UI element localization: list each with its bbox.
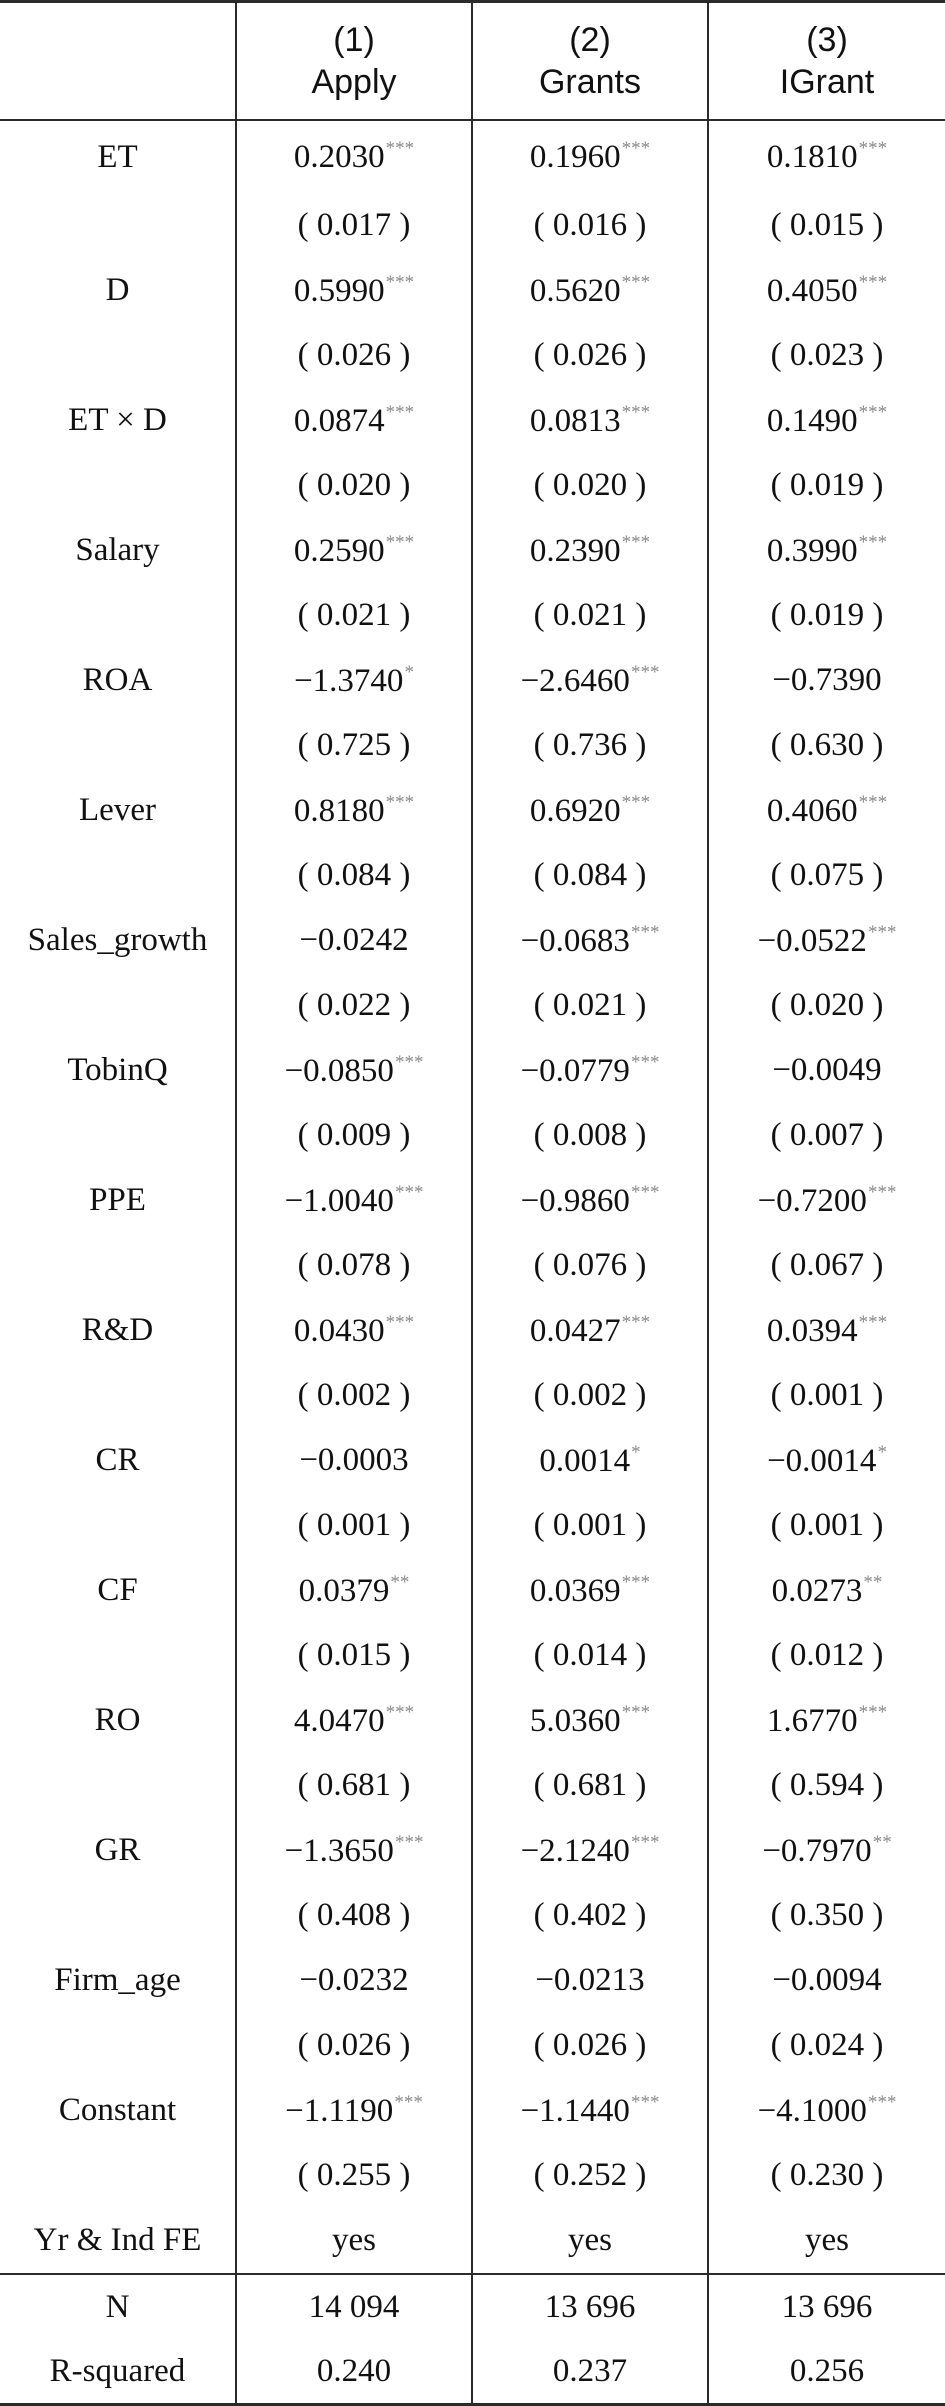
standard-error-cell: ( 0.024 ) [708, 2013, 945, 2078]
standard-error-cell: ( 0.007 ) [708, 1103, 945, 1168]
significance-stars: *** [621, 791, 651, 813]
significance-stars: *** [621, 1571, 651, 1593]
coefficient-value: −0.7200 [757, 1182, 867, 1219]
coefficient-value: 0.1490 [766, 402, 858, 439]
coefficient-value: −0.0094 [772, 1962, 882, 1998]
coefficient-cell [708, 388, 945, 453]
significance-stars: *** [630, 1831, 660, 1853]
empty-label-cell [0, 1103, 236, 1168]
standard-error-cell: ( 0.084 ) [236, 843, 472, 908]
stat-value: 13 696 [472, 2274, 708, 2339]
empty-label-cell [0, 323, 236, 388]
empty-label-cell [0, 1623, 236, 1688]
standard-error-cell: ( 0.020 ) [472, 453, 708, 518]
significance-stars: *** [385, 401, 415, 423]
coefficient-cell [708, 1688, 945, 1753]
column-header [708, 2, 945, 121]
coefficient-value: 0.0273 [771, 1572, 863, 1609]
variable-label: D [105, 272, 130, 308]
empty-label-cell [0, 843, 236, 908]
stat-value: 0.240 [236, 2339, 472, 2405]
significance-stars: *** [394, 1831, 424, 1853]
stat-value: 0.256 [708, 2339, 945, 2405]
coefficient-cell [708, 120, 945, 193]
standard-error-cell: ( 0.001 ) [708, 1363, 945, 1428]
coefficient-cell [708, 1948, 945, 2013]
standard-error-row [0, 453, 945, 518]
empty-label-cell [0, 1883, 236, 1948]
coefficient-cell [236, 1168, 472, 1233]
standard-error-row [0, 193, 945, 258]
coefficient-cell [236, 1298, 472, 1363]
significance-stars: *** [858, 138, 888, 159]
coefficient-value: −4.1000 [757, 2092, 867, 2129]
coefficient-value: −2.6460 [520, 662, 630, 699]
coefficient-cell [708, 2078, 945, 2143]
coefficient-cell [236, 1818, 472, 1883]
significance-stars: *** [621, 138, 651, 159]
standard-error-cell: ( 0.075 ) [708, 843, 945, 908]
coefficient-row [0, 1558, 945, 1623]
coefficient-value: −1.3740 [294, 662, 404, 699]
coefficient-value: 0.3990 [766, 532, 858, 569]
coefficient-value: 0.5620 [529, 272, 621, 309]
coefficient-cell [236, 778, 472, 843]
coefficient-row [0, 1168, 945, 1233]
coefficient-value: −0.0213 [535, 1962, 645, 1998]
column-name: Apply [311, 63, 397, 101]
standard-error-row [0, 2013, 945, 2078]
header-row [0, 2, 945, 121]
significance-stars: *** [630, 2091, 660, 2113]
significance-stars: *** [858, 1311, 888, 1333]
coefficient-value: −0.0522 [757, 922, 867, 959]
significance-stars: *** [385, 791, 415, 813]
coefficient-row [0, 120, 945, 193]
standard-error-row [0, 1363, 945, 1428]
coefficient-value: 0.8180 [293, 792, 385, 829]
coefficient-row [0, 1428, 945, 1493]
standard-error-cell: ( 0.230 ) [708, 2143, 945, 2208]
coefficient-cell [236, 1948, 472, 2013]
coefficient-cell [236, 518, 472, 583]
standard-error-row [0, 1493, 945, 1558]
significance-stars: ** [390, 1571, 410, 1593]
standard-error-cell: ( 0.681 ) [472, 1753, 708, 1818]
standard-error-cell: ( 0.001 ) [708, 1493, 945, 1558]
coefficient-row [0, 778, 945, 843]
coefficient-cell [708, 1038, 945, 1103]
coefficient-cell [236, 1688, 472, 1753]
coefficient-cell [708, 1298, 945, 1363]
standard-error-cell: ( 0.012 ) [708, 1623, 945, 1688]
variable-label: Lever [79, 792, 156, 828]
coefficient-value: −1.1440 [520, 2092, 630, 2129]
coefficient-value: −1.3650 [284, 1832, 394, 1869]
stat-value: 14 094 [236, 2274, 472, 2339]
coefficient-cell [708, 518, 945, 583]
variable-label: ET × D [68, 402, 167, 438]
coefficient-cell [472, 1818, 708, 1883]
standard-error-cell: ( 0.084 ) [472, 843, 708, 908]
coefficient-cell [236, 388, 472, 453]
significance-stars: *** [385, 138, 415, 159]
standard-error-row [0, 583, 945, 648]
standard-error-cell: ( 0.016 ) [472, 193, 708, 258]
significance-stars: *** [394, 1181, 424, 1203]
coefficient-value: −0.7970 [762, 1832, 872, 1869]
standard-error-cell: ( 0.020 ) [236, 453, 472, 518]
stat-value: 0.237 [472, 2339, 708, 2405]
fixed-effects-cell: yes [472, 2208, 708, 2274]
coefficient-value: −1.1190 [285, 2092, 394, 2129]
coefficient-cell [236, 120, 472, 193]
significance-stars: *** [867, 2091, 897, 2113]
coefficient-row [0, 518, 945, 583]
standard-error-row [0, 2143, 945, 2208]
standard-error-cell: ( 0.078 ) [236, 1233, 472, 1298]
empty-label-cell [0, 973, 236, 1038]
standard-error-cell: ( 0.008 ) [472, 1103, 708, 1168]
significance-stars: *** [858, 791, 888, 813]
variable-label: Salary [75, 532, 160, 568]
standard-error-row [0, 843, 945, 908]
variable-label: ET [97, 138, 138, 175]
standard-error-cell: ( 0.002 ) [472, 1363, 708, 1428]
significance-stars: *** [858, 531, 888, 553]
fixed-effects-row [0, 2208, 945, 2274]
coefficient-cell [472, 1428, 708, 1493]
significance-stars: ** [872, 1831, 892, 1853]
significance-stars: *** [858, 1701, 888, 1723]
standard-error-cell: ( 0.350 ) [708, 1883, 945, 1948]
significance-stars: *** [858, 401, 888, 423]
coefficient-value: −0.0850 [284, 1052, 394, 1089]
standard-error-cell: ( 0.026 ) [472, 323, 708, 388]
coefficient-row [0, 1818, 945, 1883]
coefficient-cell [708, 648, 945, 713]
empty-label-cell [0, 1363, 236, 1428]
standard-error-row [0, 1103, 945, 1168]
coefficient-value: 0.0427 [529, 1312, 621, 1349]
coefficient-cell [472, 1558, 708, 1623]
standard-error-cell: ( 0.408 ) [236, 1883, 472, 1948]
coefficient-row [0, 1038, 945, 1103]
standard-error-cell: ( 0.015 ) [708, 193, 945, 258]
empty-label-cell [0, 193, 236, 258]
significance-stars: * [877, 1441, 887, 1463]
variable-label: R&D [81, 1312, 154, 1348]
standard-error-row [0, 323, 945, 388]
standard-error-cell: ( 0.021 ) [472, 583, 708, 648]
empty-label-cell [0, 1233, 236, 1298]
coefficient-value: 0.2030 [293, 139, 385, 175]
coefficient-cell [472, 388, 708, 453]
variable-label: Firm_age [54, 1962, 181, 1998]
column-name: IGrant [779, 63, 875, 101]
significance-stars: *** [621, 271, 651, 293]
coefficient-value: 0.1960 [529, 139, 621, 175]
empty-label-cell [0, 713, 236, 778]
header-corner [0, 2, 236, 121]
coefficient-cell [708, 1558, 945, 1623]
standard-error-cell: ( 0.026 ) [472, 2013, 708, 2078]
significance-stars: *** [630, 1181, 660, 1203]
column-number: (2) [569, 21, 611, 59]
empty-label-cell [0, 2143, 236, 2208]
coefficient-value: 4.0470 [293, 1702, 385, 1739]
variable-label: GR [94, 1832, 141, 1868]
standard-error-cell: ( 0.001 ) [472, 1493, 708, 1558]
coefficient-value: 0.0394 [766, 1312, 858, 1349]
variable-label: CF [97, 1572, 138, 1608]
coefficient-cell [708, 1818, 945, 1883]
significance-stars: *** [385, 1701, 415, 1723]
coefficient-value: 0.2390 [529, 532, 621, 569]
coefficient-cell [472, 258, 708, 323]
coefficient-cell [472, 1688, 708, 1753]
coefficient-value: 0.0014 [539, 1442, 631, 1479]
standard-error-cell: ( 0.681 ) [236, 1753, 472, 1818]
coefficient-row [0, 908, 945, 973]
coefficient-row [0, 388, 945, 453]
coefficient-cell [472, 908, 708, 973]
coefficient-value: 0.0369 [529, 1572, 621, 1609]
coefficient-value: 0.4060 [766, 792, 858, 829]
coefficient-value: 0.0813 [529, 402, 621, 439]
coefficient-value: 5.0360 [529, 1702, 621, 1739]
standard-error-cell: ( 0.009 ) [236, 1103, 472, 1168]
coefficient-value: 1.6770 [766, 1702, 858, 1739]
column-header [472, 2, 708, 121]
significance-stars: *** [630, 921, 660, 943]
coefficient-cell [236, 258, 472, 323]
variable-label: CR [95, 1442, 140, 1478]
variable-label: PPE [89, 1182, 146, 1218]
standard-error-row [0, 713, 945, 778]
variable-label: ROA [82, 662, 153, 698]
coefficient-value: 0.0874 [293, 402, 385, 439]
standard-error-cell: ( 0.015 ) [236, 1623, 472, 1688]
standard-error-cell: ( 0.255 ) [236, 2143, 472, 2208]
coefficient-row [0, 2078, 945, 2143]
standard-error-cell: ( 0.594 ) [708, 1753, 945, 1818]
standard-error-row [0, 973, 945, 1038]
coefficient-cell [708, 1428, 945, 1493]
significance-stars: *** [385, 271, 415, 293]
fixed-effects-label: Yr & Ind FE [33, 2222, 202, 2258]
stat-value: 13 696 [708, 2274, 945, 2339]
coefficient-value: −0.0242 [299, 922, 409, 958]
column-number: (3) [806, 21, 848, 59]
standard-error-cell: ( 0.021 ) [472, 973, 708, 1038]
coefficient-value: −0.0683 [520, 922, 630, 959]
standard-error-row [0, 1623, 945, 1688]
significance-stars: *** [621, 401, 651, 423]
coefficient-cell [472, 1948, 708, 2013]
standard-error-cell: ( 0.026 ) [236, 323, 472, 388]
coefficient-value: 0.0379 [298, 1572, 390, 1609]
standard-error-cell: ( 0.402 ) [472, 1883, 708, 1948]
coefficient-cell [236, 1038, 472, 1103]
variable-label: TobinQ [67, 1052, 168, 1088]
standard-error-cell: ( 0.252 ) [472, 2143, 708, 2208]
column-name: Grants [538, 63, 642, 101]
standard-error-row [0, 1883, 945, 1948]
coefficient-value: −0.0779 [520, 1052, 630, 1089]
standard-error-cell: ( 0.630 ) [708, 713, 945, 778]
variable-label: Sales_growth [27, 922, 208, 958]
significance-stars: *** [621, 1701, 651, 1723]
coefficient-cell [472, 1298, 708, 1363]
coefficient-value: −0.9860 [520, 1182, 630, 1219]
significance-stars: *** [630, 1051, 660, 1073]
empty-label-cell [0, 583, 236, 648]
fixed-effects-cell: yes [708, 2208, 945, 2274]
stat-row [0, 2274, 945, 2339]
standard-error-cell: ( 0.067 ) [708, 1233, 945, 1298]
standard-error-cell: ( 0.019 ) [708, 453, 945, 518]
standard-error-cell: ( 0.020 ) [708, 973, 945, 1038]
coefficient-value: 0.4050 [766, 272, 858, 309]
standard-error-cell: ( 0.019 ) [708, 583, 945, 648]
coefficient-cell [236, 1558, 472, 1623]
coefficient-cell [236, 908, 472, 973]
significance-stars: *** [385, 1311, 415, 1333]
coefficient-row [0, 1948, 945, 2013]
coefficient-value: −1.0040 [284, 1182, 394, 1219]
coefficient-value: 0.6920 [529, 792, 621, 829]
coefficient-cell [708, 258, 945, 323]
significance-stars: * [631, 1441, 641, 1463]
standard-error-cell: ( 0.022 ) [236, 973, 472, 1038]
significance-stars: *** [858, 271, 888, 293]
coefficient-cell [236, 1428, 472, 1493]
standard-error-cell: ( 0.014 ) [472, 1623, 708, 1688]
coefficient-cell [236, 648, 472, 713]
significance-stars: *** [621, 531, 651, 553]
coefficient-value: 0.2590 [293, 532, 385, 569]
significance-stars: ** [863, 1571, 883, 1593]
coefficient-cell [472, 518, 708, 583]
coefficient-cell [472, 1038, 708, 1103]
stat-label: N [0, 2274, 236, 2339]
significance-stars: *** [867, 1181, 897, 1203]
standard-error-cell: ( 0.725 ) [236, 713, 472, 778]
empty-label-cell [0, 2013, 236, 2078]
significance-stars: *** [394, 1051, 424, 1073]
coefficient-cell [472, 1168, 708, 1233]
coefficient-value: −0.0003 [299, 1442, 409, 1478]
coefficient-row [0, 1688, 945, 1753]
empty-label-cell [0, 1753, 236, 1818]
coefficient-value: 0.1810 [766, 139, 858, 175]
coefficient-cell [708, 1168, 945, 1233]
significance-stars: *** [621, 1311, 651, 1333]
standard-error-cell: ( 0.076 ) [472, 1233, 708, 1298]
coefficient-value: −2.1240 [520, 1832, 630, 1869]
coefficient-value: −0.7390 [772, 662, 882, 698]
coefficient-value: 0.5990 [293, 272, 385, 309]
standard-error-row [0, 1233, 945, 1298]
standard-error-cell: ( 0.002 ) [236, 1363, 472, 1428]
coefficient-cell [708, 908, 945, 973]
coefficient-value: −0.0232 [299, 1962, 409, 1998]
standard-error-cell: ( 0.017 ) [236, 193, 472, 258]
variable-label: RO [94, 1702, 141, 1738]
coefficient-cell [236, 2078, 472, 2143]
fixed-effects-cell: yes [236, 2208, 472, 2274]
standard-error-cell: ( 0.021 ) [236, 583, 472, 648]
standard-error-cell: ( 0.023 ) [708, 323, 945, 388]
standard-error-cell: ( 0.026 ) [236, 2013, 472, 2078]
significance-stars: *** [630, 661, 660, 683]
coefficient-cell [708, 778, 945, 843]
significance-stars: *** [385, 531, 415, 553]
standard-error-cell: ( 0.001 ) [236, 1493, 472, 1558]
standard-error-cell: ( 0.736 ) [472, 713, 708, 778]
coefficient-value: −0.0014 [767, 1442, 877, 1479]
significance-stars: *** [867, 921, 897, 943]
coefficient-value: 0.0430 [293, 1312, 385, 1349]
standard-error-row [0, 1753, 945, 1818]
coefficient-cell [472, 2078, 708, 2143]
coefficient-cell [472, 648, 708, 713]
coefficient-cell [472, 120, 708, 193]
significance-stars: * [404, 661, 414, 683]
significance-stars: *** [394, 2091, 423, 2113]
coefficient-row [0, 648, 945, 713]
column-header [236, 2, 472, 121]
variable-label: Constant [58, 2092, 177, 2128]
stat-label: R-squared [49, 2352, 186, 2389]
empty-label-cell [0, 1493, 236, 1558]
coefficient-row [0, 258, 945, 323]
coefficient-row [0, 1298, 945, 1363]
empty-label-cell [0, 453, 236, 518]
coefficient-cell [472, 778, 708, 843]
coefficient-value: −0.0049 [772, 1052, 882, 1088]
column-number: (1) [333, 21, 375, 59]
